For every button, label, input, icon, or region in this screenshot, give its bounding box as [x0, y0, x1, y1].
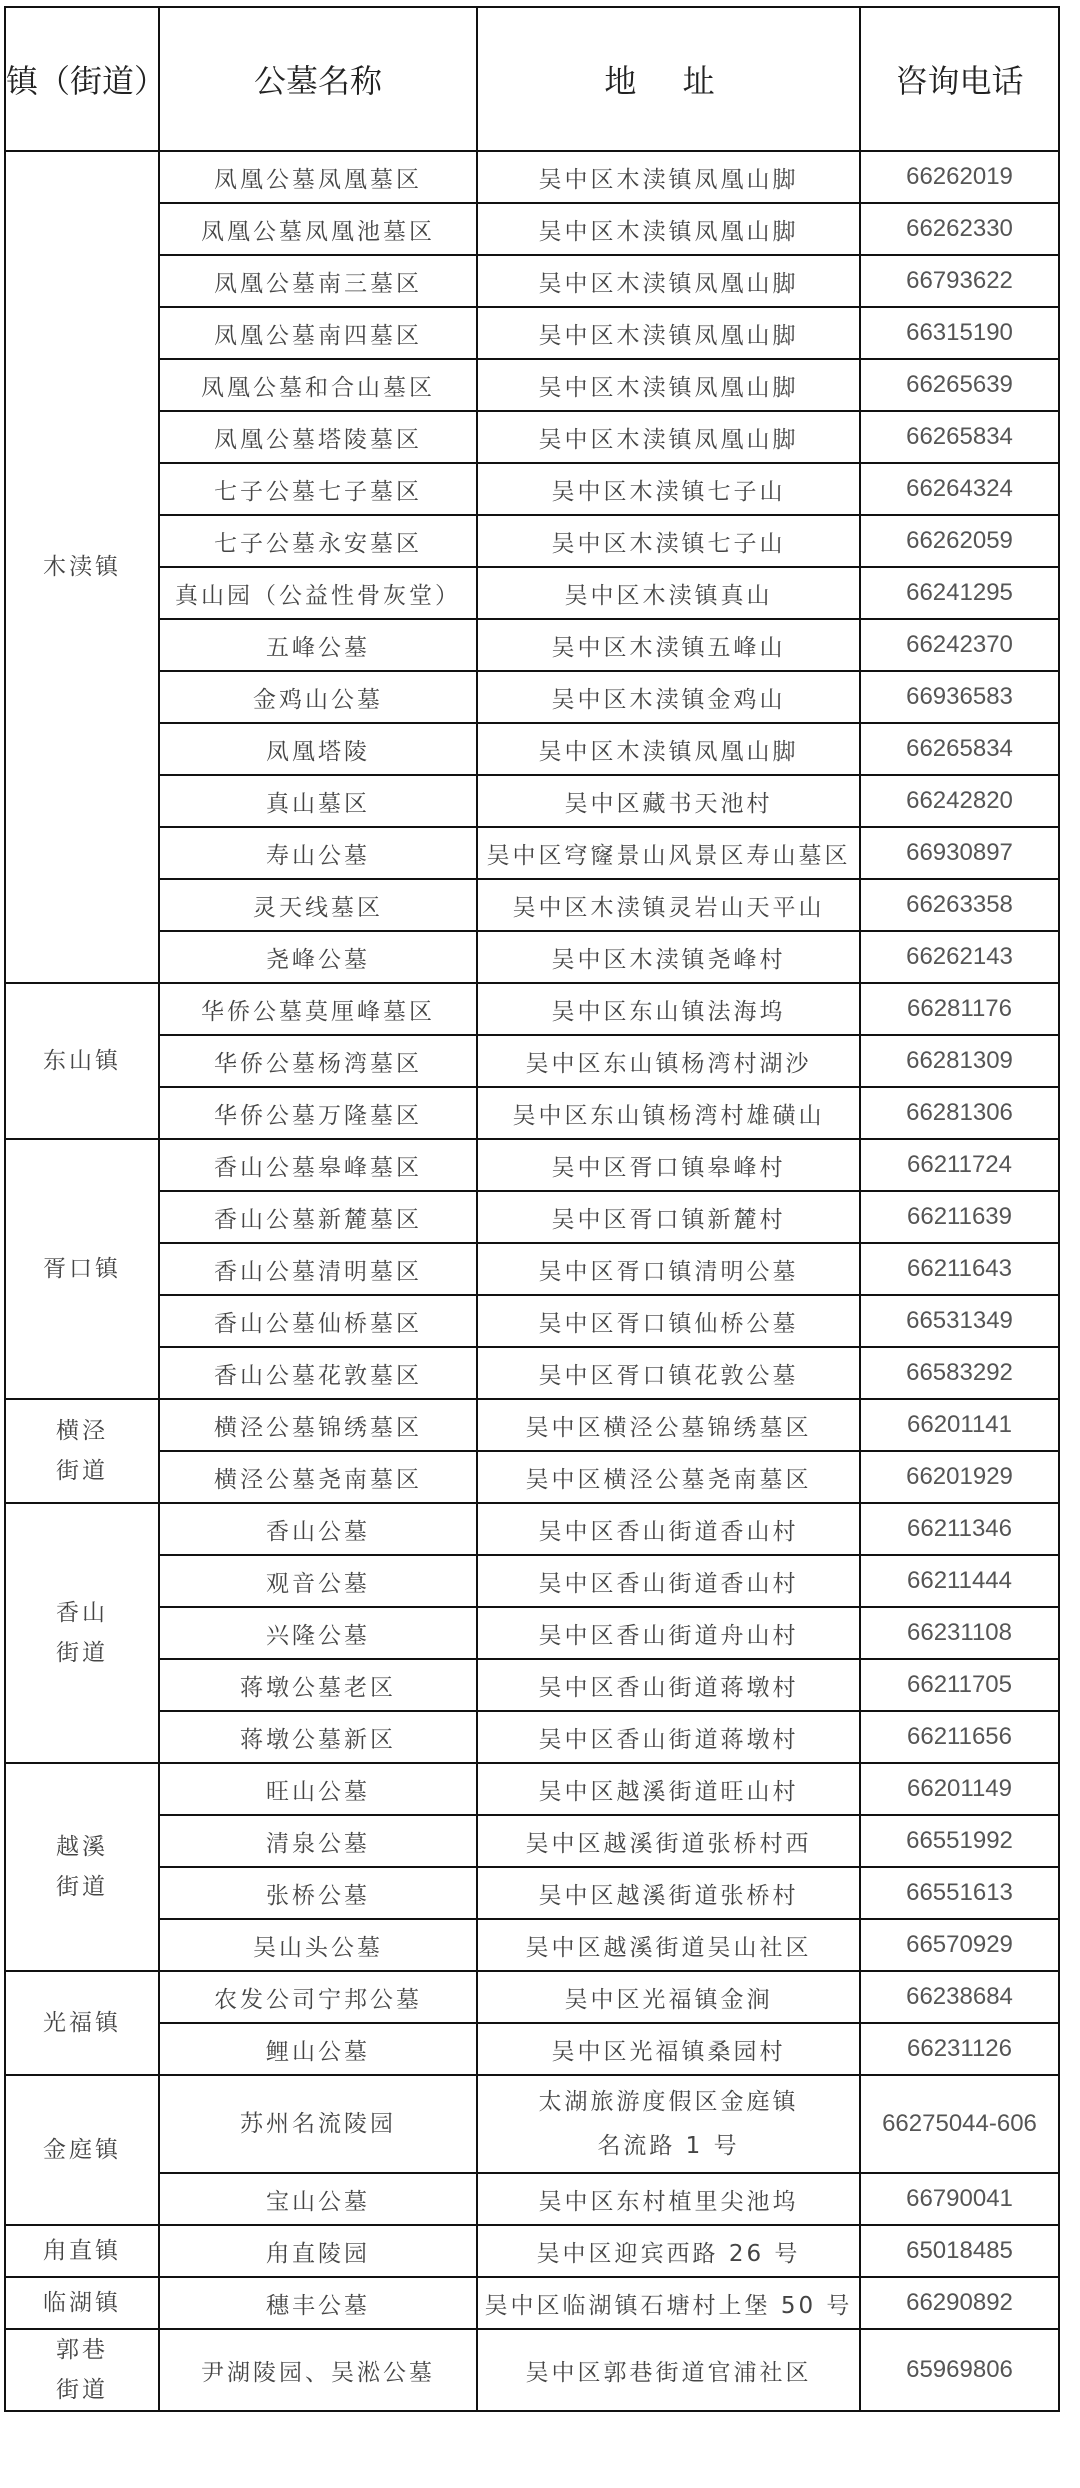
table-row [5, 1451, 1059, 1503]
phone-cell: 66262330 [860, 203, 1059, 255]
table-row [5, 1139, 1059, 1191]
cemetery-name-cell: 旺山公墓 [159, 1763, 477, 1815]
cemetery-name-cell: 凤凰公墓南三墓区 [159, 255, 477, 307]
cemetery-name-cell: 寿山公墓 [159, 827, 477, 879]
town-cell: 光福镇 [5, 1971, 159, 2075]
table-row [5, 151, 1059, 203]
address-cell: 吴中区东山镇杨湾村湖沙 [477, 1035, 860, 1087]
cemetery-name-cell: 尧峰公墓 [159, 931, 477, 983]
address-cell: 吴中区越溪街道张桥村西 [477, 1815, 860, 1867]
table-row [5, 1763, 1059, 1815]
cemetery-name-cell: 吴山头公墓 [159, 1919, 477, 1971]
phone-cell: 66201149 [860, 1763, 1059, 1815]
cemetery-name-cell: 七子公墓七子墓区 [159, 463, 477, 515]
phone-cell: 65018485 [860, 2225, 1059, 2277]
phone-cell: 66211656 [860, 1711, 1059, 1763]
cemetery-name-cell: 穗丰公墓 [159, 2277, 477, 2329]
phone-cell: 66793622 [860, 255, 1059, 307]
table-row [5, 1347, 1059, 1399]
phone-cell: 66201929 [860, 1451, 1059, 1503]
town-cell: 东山镇 [5, 983, 159, 1139]
address-cell: 吴中区胥口镇皋峰村 [477, 1139, 860, 1191]
address-cell: 吴中区临湖镇石塘村上堡 50 号 [477, 2277, 860, 2329]
table-row [5, 879, 1059, 931]
table-row [5, 2075, 1059, 2173]
address-cell: 吴中区香山街道舟山村 [477, 1607, 860, 1659]
cemetery-name-cell: 宝山公墓 [159, 2173, 477, 2225]
cemetery-name-cell: 清泉公墓 [159, 1815, 477, 1867]
phone-cell: 66265639 [860, 359, 1059, 411]
cemetery-name-cell: 香山公墓新麓墓区 [159, 1191, 477, 1243]
phone-cell: 66281176 [860, 983, 1059, 1035]
address-cell: 吴中区越溪街道吴山社区 [477, 1919, 860, 1971]
header-phone: 咨询电话 [860, 7, 1059, 151]
table-row [5, 515, 1059, 567]
table-row [5, 1971, 1059, 2023]
phone-cell: 66211643 [860, 1243, 1059, 1295]
table-row [5, 1243, 1059, 1295]
address-cell: 吴中区东山镇法海坞 [477, 983, 860, 1035]
table-row [5, 1035, 1059, 1087]
phone-cell: 66281306 [860, 1087, 1059, 1139]
address-cell: 吴中区东山镇杨湾村雄磺山 [477, 1087, 860, 1139]
phone-cell: 65969806 [860, 2329, 1059, 2411]
cemetery-name-cell: 鲤山公墓 [159, 2023, 477, 2075]
cemetery-name-cell: 五峰公墓 [159, 619, 477, 671]
phone-cell: 66242820 [860, 775, 1059, 827]
cemetery-name-cell: 香山公墓清明墓区 [159, 1243, 477, 1295]
phone-cell: 66201141 [860, 1399, 1059, 1451]
phone-cell: 66262143 [860, 931, 1059, 983]
cemetery-name-cell: 农发公司宁邦公墓 [159, 1971, 477, 2023]
table-row [5, 931, 1059, 983]
phone-cell: 66551613 [860, 1867, 1059, 1919]
header-cemetery-name: 公墓名称 [159, 7, 477, 151]
cemetery-name-cell: 横泾公墓锦绣墓区 [159, 1399, 477, 1451]
town-line: 街道 [56, 1458, 108, 1484]
address-cell [477, 2075, 860, 2173]
cemetery-name-cell: 华侨公墓杨湾墓区 [159, 1035, 477, 1087]
address-line: 名流路 1 号 [597, 2133, 740, 2159]
table-row [5, 203, 1059, 255]
cemetery-name-cell: 凤凰公墓塔陵墓区 [159, 411, 477, 463]
address-cell: 吴中区木渎镇金鸡山 [477, 671, 860, 723]
phone-cell: 66570929 [860, 1919, 1059, 1971]
cemetery-name-cell: 香山公墓皋峰墓区 [159, 1139, 477, 1191]
table-row [5, 1607, 1059, 1659]
phone-cell: 66290892 [860, 2277, 1059, 2329]
address-cell: 吴中区穹窿景山风景区寿山墓区 [477, 827, 860, 879]
table-row [5, 1867, 1059, 1919]
town-line: 越溪 [56, 1834, 108, 1860]
address-cell: 吴中区胥口镇新麓村 [477, 1191, 860, 1243]
cemetery-name-cell: 香山公墓花敦墓区 [159, 1347, 477, 1399]
town-cell: 临湖镇 [5, 2277, 159, 2329]
cemetery-name-cell: 凤凰公墓凤凰墓区 [159, 151, 477, 203]
phone-cell: 66211724 [860, 1139, 1059, 1191]
town-cell: 甪直镇 [5, 2225, 159, 2277]
table-row [5, 1503, 1059, 1555]
phone-cell: 66930897 [860, 827, 1059, 879]
header-town: 镇（街道） [5, 7, 159, 151]
cemetery-name-cell: 兴隆公墓 [159, 1607, 477, 1659]
address-cell: 吴中区木渎镇凤凰山脚 [477, 411, 860, 463]
cemetery-name-cell: 七子公墓永安墓区 [159, 515, 477, 567]
address-cell: 吴中区木渎镇凤凰山脚 [477, 359, 860, 411]
table-row [5, 1399, 1059, 1451]
cemetery-name-cell: 张桥公墓 [159, 1867, 477, 1919]
cemetery-name-cell: 华侨公墓万隆墓区 [159, 1087, 477, 1139]
cemetery-name-cell: 金鸡山公墓 [159, 671, 477, 723]
cemetery-name-cell: 华侨公墓莫厘峰墓区 [159, 983, 477, 1035]
table-row [5, 827, 1059, 879]
address-cell: 吴中区木渎镇凤凰山脚 [477, 151, 860, 203]
table-row [5, 619, 1059, 671]
table-row [5, 411, 1059, 463]
phone-cell: 66242370 [860, 619, 1059, 671]
cemetery-name-cell: 真山园（公益性骨灰堂） [159, 567, 477, 619]
cemetery-name-cell: 尹湖陵园、吴淞公墓 [159, 2329, 477, 2411]
address-cell: 吴中区木渎镇七子山 [477, 515, 860, 567]
address-cell: 吴中区木渎镇凤凰山脚 [477, 203, 860, 255]
address-cell: 吴中区光福镇金涧 [477, 1971, 860, 2023]
table-row [5, 255, 1059, 307]
cemetery-name-cell: 苏州名流陵园 [159, 2075, 477, 2173]
address-cell: 吴中区胥口镇花敦公墓 [477, 1347, 860, 1399]
table-row [5, 2173, 1059, 2225]
address-cell: 吴中区胥口镇清明公墓 [477, 1243, 860, 1295]
phone-cell: 66238684 [860, 1971, 1059, 2023]
address-cell: 吴中区香山街道香山村 [477, 1503, 860, 1555]
table-row [5, 2023, 1059, 2075]
table-row [5, 1711, 1059, 1763]
phone-cell: 66275044-606 [860, 2075, 1059, 2173]
address-cell: 吴中区木渎镇灵岩山天平山 [477, 879, 860, 931]
cemetery-name-cell: 凤凰公墓凤凰池墓区 [159, 203, 477, 255]
cemetery-name-cell: 凤凰塔陵 [159, 723, 477, 775]
town-cell [5, 1763, 159, 1971]
table-row [5, 983, 1059, 1035]
address-cell: 吴中区光福镇桑园村 [477, 2023, 860, 2075]
phone-cell: 66211346 [860, 1503, 1059, 1555]
address-cell: 吴中区藏书天池村 [477, 775, 860, 827]
cemetery-name-cell: 蒋墩公墓老区 [159, 1659, 477, 1711]
town-line: 横泾 [56, 1418, 108, 1444]
table-row [5, 1555, 1059, 1607]
table-row [5, 2225, 1059, 2277]
address-cell: 吴中区横泾公墓尧南墓区 [477, 1451, 860, 1503]
table-row [5, 1659, 1059, 1711]
address-cell: 吴中区木渎镇真山 [477, 567, 860, 619]
cemetery-name-cell: 蒋墩公墓新区 [159, 1711, 477, 1763]
table-row [5, 1919, 1059, 1971]
address-cell: 吴中区横泾公墓锦绣墓区 [477, 1399, 860, 1451]
table-row [5, 1191, 1059, 1243]
address-cell: 吴中区东村植里尖池坞 [477, 2173, 860, 2225]
table-row [5, 775, 1059, 827]
address-cell: 吴中区木渎镇尧峰村 [477, 931, 860, 983]
phone-cell: 66790041 [860, 2173, 1059, 2225]
cemetery-name-cell: 真山墓区 [159, 775, 477, 827]
table-row [5, 463, 1059, 515]
town-cell [5, 2329, 159, 2411]
phone-cell: 66264324 [860, 463, 1059, 515]
cemetery-name-cell: 灵天线墓区 [159, 879, 477, 931]
address-cell: 吴中区越溪街道旺山村 [477, 1763, 860, 1815]
table-row [5, 1295, 1059, 1347]
town-cell [5, 1503, 159, 1763]
address-cell: 吴中区迎宾西路 26 号 [477, 2225, 860, 2277]
cemetery-name-cell: 香山公墓 [159, 1503, 477, 1555]
town-cell: 金庭镇 [5, 2075, 159, 2225]
town-cell: 木渎镇 [5, 151, 159, 983]
header-row [5, 7, 1059, 151]
phone-cell: 66263358 [860, 879, 1059, 931]
phone-cell: 66211444 [860, 1555, 1059, 1607]
table-row [5, 723, 1059, 775]
town-line: 街道 [56, 1640, 108, 1666]
phone-cell: 66231108 [860, 1607, 1059, 1659]
phone-cell: 66551992 [860, 1815, 1059, 1867]
phone-cell: 66262059 [860, 515, 1059, 567]
cemetery-name-cell: 横泾公墓尧南墓区 [159, 1451, 477, 1503]
town-line: 街道 [56, 2377, 108, 2403]
phone-cell: 66262019 [860, 151, 1059, 203]
address-cell: 吴中区木渎镇凤凰山脚 [477, 723, 860, 775]
table-row [5, 359, 1059, 411]
cemetery-table [4, 6, 1060, 2412]
address-cell: 吴中区香山街道香山村 [477, 1555, 860, 1607]
address-cell: 吴中区香山街道蒋墩村 [477, 1659, 860, 1711]
phone-cell: 66583292 [860, 1347, 1059, 1399]
address-cell: 吴中区郭巷街道官浦社区 [477, 2329, 860, 2411]
phone-cell: 66231126 [860, 2023, 1059, 2075]
address-cell: 吴中区越溪街道张桥村 [477, 1867, 860, 1919]
cemetery-name-cell: 凤凰公墓南四墓区 [159, 307, 477, 359]
cemetery-name-cell: 凤凰公墓和合山墓区 [159, 359, 477, 411]
address-cell: 吴中区木渎镇七子山 [477, 463, 860, 515]
town-cell [5, 1399, 159, 1503]
table-row [5, 671, 1059, 723]
phone-cell: 66211705 [860, 1659, 1059, 1711]
table-row [5, 1815, 1059, 1867]
phone-cell: 66265834 [860, 411, 1059, 463]
cemetery-name-cell: 观音公墓 [159, 1555, 477, 1607]
phone-cell: 66315190 [860, 307, 1059, 359]
table-row [5, 2277, 1059, 2329]
table-row [5, 2329, 1059, 2411]
address-cell: 吴中区木渎镇凤凰山脚 [477, 307, 860, 359]
table-body [5, 151, 1059, 2411]
address-cell: 吴中区木渎镇凤凰山脚 [477, 255, 860, 307]
town-line: 郭巷 [56, 2337, 108, 2363]
phone-cell: 66241295 [860, 567, 1059, 619]
phone-cell: 66281309 [860, 1035, 1059, 1087]
phone-cell: 66936583 [860, 671, 1059, 723]
address-line: 太湖旅游度假区金庭镇 [538, 2089, 799, 2115]
phone-cell: 66211639 [860, 1191, 1059, 1243]
table-row [5, 1087, 1059, 1139]
address-cell: 吴中区香山街道蒋墩村 [477, 1711, 860, 1763]
cemetery-name-cell: 香山公墓仙桥墓区 [159, 1295, 477, 1347]
town-line: 香山 [56, 1600, 108, 1626]
cemetery-name-cell: 甪直陵园 [159, 2225, 477, 2277]
town-cell: 胥口镇 [5, 1139, 159, 1399]
address-cell: 吴中区胥口镇仙桥公墓 [477, 1295, 860, 1347]
header-address: 地 址 [477, 7, 860, 151]
town-line: 街道 [56, 1874, 108, 1900]
table-row [5, 307, 1059, 359]
table-row [5, 567, 1059, 619]
phone-cell: 66265834 [860, 723, 1059, 775]
address-cell: 吴中区木渎镇五峰山 [477, 619, 860, 671]
phone-cell: 66531349 [860, 1295, 1059, 1347]
